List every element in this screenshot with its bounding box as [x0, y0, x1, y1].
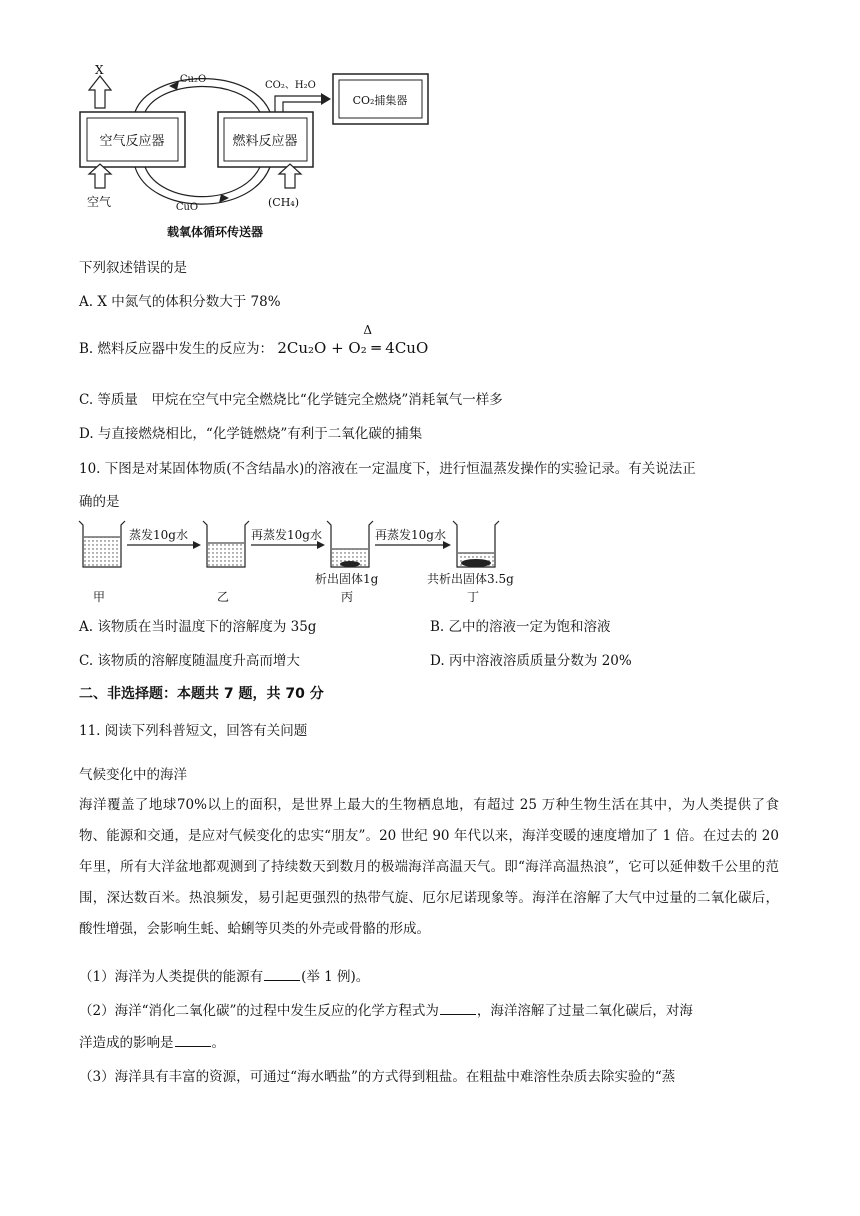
chemical-looping-diagram [75, 60, 435, 245]
q11-sub1-text-b: (举 1 例)。 [301, 969, 370, 985]
q11-sub2 [79, 999, 693, 1019]
q11-sub2-text-b: ，海洋溶解了过量二氧化碳后，对海 [476, 1003, 693, 1019]
air-label: 空气 [87, 195, 112, 209]
q9-option-b-equation: 2Cu₂O + O₂ ═ 4CuO [277, 339, 429, 357]
arrow3-icon [443, 541, 451, 549]
cuo-label: CuO [175, 202, 199, 213]
q9-option-b [79, 323, 429, 357]
q10-stem-line1: 10. 下图是对某固体物质(不含结晶水)的溶液在一定温度下，进行恒温蒸发操作的实验记录。有关说法正 [79, 461, 696, 477]
q11-sub2-blank2[interactable] [175, 1034, 211, 1047]
q11-sub2-text-c: 洋造成的影响是 [79, 1035, 174, 1051]
q9-option-b-condition: Δ [363, 323, 372, 337]
beaker-label-bing: 丙 [341, 590, 354, 604]
q11-sub2-cont [79, 1031, 225, 1051]
beaker-bing-icon [327, 521, 373, 567]
arrow3-label: 再蒸发10g水 [375, 528, 446, 542]
q10-option-a: A. 该物质在当时温度下的溶解度为 35g [79, 619, 317, 635]
note-ding: 共析出固体3.5g [427, 572, 514, 586]
q9-stem: 下列叙述错误的是 [79, 260, 187, 276]
q11-passage: 海洋覆盖了地球70%以上的面积，是世界上最大的生物栖息地，有超过 25 万种生物生活在其中，为人类提供了食物、能源和交通，是应对气候变化的忠实“朋友”。20 世纪 90 年代以来，海洋变暖的速度增加了 1 倍。在过去的 20 年里，所有大洋盆地都观测到了持续数天到数月的极端海洋高温天气。即“海洋高温热浪”，它可以延伸数千公里的范围，深达数百米。热浪频发，易引起更强烈的热带气旋、厄尔尼诺现象等。海洋在溶解了大气中过量的二氧化碳后，酸性增强，会影响生蚝、蛤蜊等贝类的外壳或骨骼的形成。 [79, 797, 779, 937]
arrow1-icon [193, 541, 201, 549]
fuel-reactor-label: 燃料反应器 [232, 134, 298, 149]
q11-sub1-blank[interactable] [264, 968, 300, 981]
diagram-caption: 载氧体循环传送器 [166, 225, 264, 239]
section2-heading: 二、非选择题：本题共 7 题，共 70 分 [79, 686, 324, 702]
q11-stem: 11. 阅读下列科普短文，回答有关问题 [79, 723, 308, 739]
evaporation-figure [75, 515, 535, 605]
note-bing: 析出固体1g [315, 572, 379, 586]
arrow1-label: 蒸发10g水 [129, 528, 188, 542]
co2-out-arrow-icon [321, 93, 331, 105]
q11-sub2-text-a: （2）海洋“消化二氧化碳”的过程中发生反应的化学方程式为 [79, 1003, 439, 1019]
co2-capture-label: CO₂捕集器 [352, 94, 408, 107]
q9-option-b-prefix: B. 燃料反应器中发生的反应为： [79, 341, 274, 357]
q10-stem-line2: 确的是 [79, 494, 120, 510]
q11-sub3: （3）海洋具有丰富的资源，可通过“海水晒盐”的方式得到粗盐。在粗盐中难溶性杂质去除实验的“蒸 [79, 1069, 676, 1085]
co2-h2o-label: CO₂、H₂O [265, 80, 316, 91]
q11-sub1 [79, 965, 369, 985]
ch4-label: (CH₄) [268, 196, 300, 209]
beaker-label-yi: 乙 [217, 590, 230, 604]
q10-option-d: D. 丙中溶液溶质质量分数为 20% [430, 653, 632, 669]
q11-sub2-text-d: 。 [211, 1035, 225, 1051]
q11-sub1-text-a: （1）海洋为人类提供的能源有 [79, 969, 264, 985]
arrow2-icon [317, 541, 325, 549]
q9-option-d: D. 与直接燃烧相比，“化学链燃烧”有利于二氧化碳的捕集 [79, 426, 423, 442]
q10-option-b: B. 乙中的溶液一定为饱和溶液 [430, 619, 611, 635]
q9-option-c: C. 等质量 甲烷在空气中完全燃烧比“化学链完全燃烧”消耗氧气一样多 [79, 392, 503, 408]
q10-option-c: C. 该物质的溶解度随温度升高而增大 [79, 653, 300, 669]
air-reactor-label: 空气反应器 [99, 134, 165, 149]
x-label: X [95, 63, 104, 77]
q11-passage-title: 气候变化中的海洋 [79, 767, 187, 783]
beaker-yi-icon [203, 521, 249, 567]
beaker-jia-icon [79, 521, 125, 567]
beaker-label-ding: 丁 [467, 590, 480, 604]
q9-option-b-equation-wrap [277, 323, 429, 357]
cu2o-label: Cu₂O [179, 74, 207, 85]
q9-option-a: A. X 中氮气的体积分数大于 78% [79, 294, 281, 310]
q11-sub2-blank1[interactable] [440, 1002, 476, 1015]
x-arrow-icon [89, 76, 111, 108]
beaker-ding-icon [453, 521, 499, 567]
beaker-label-jia: 甲 [93, 590, 106, 604]
arrow2-label: 再蒸发10g水 [251, 528, 322, 542]
